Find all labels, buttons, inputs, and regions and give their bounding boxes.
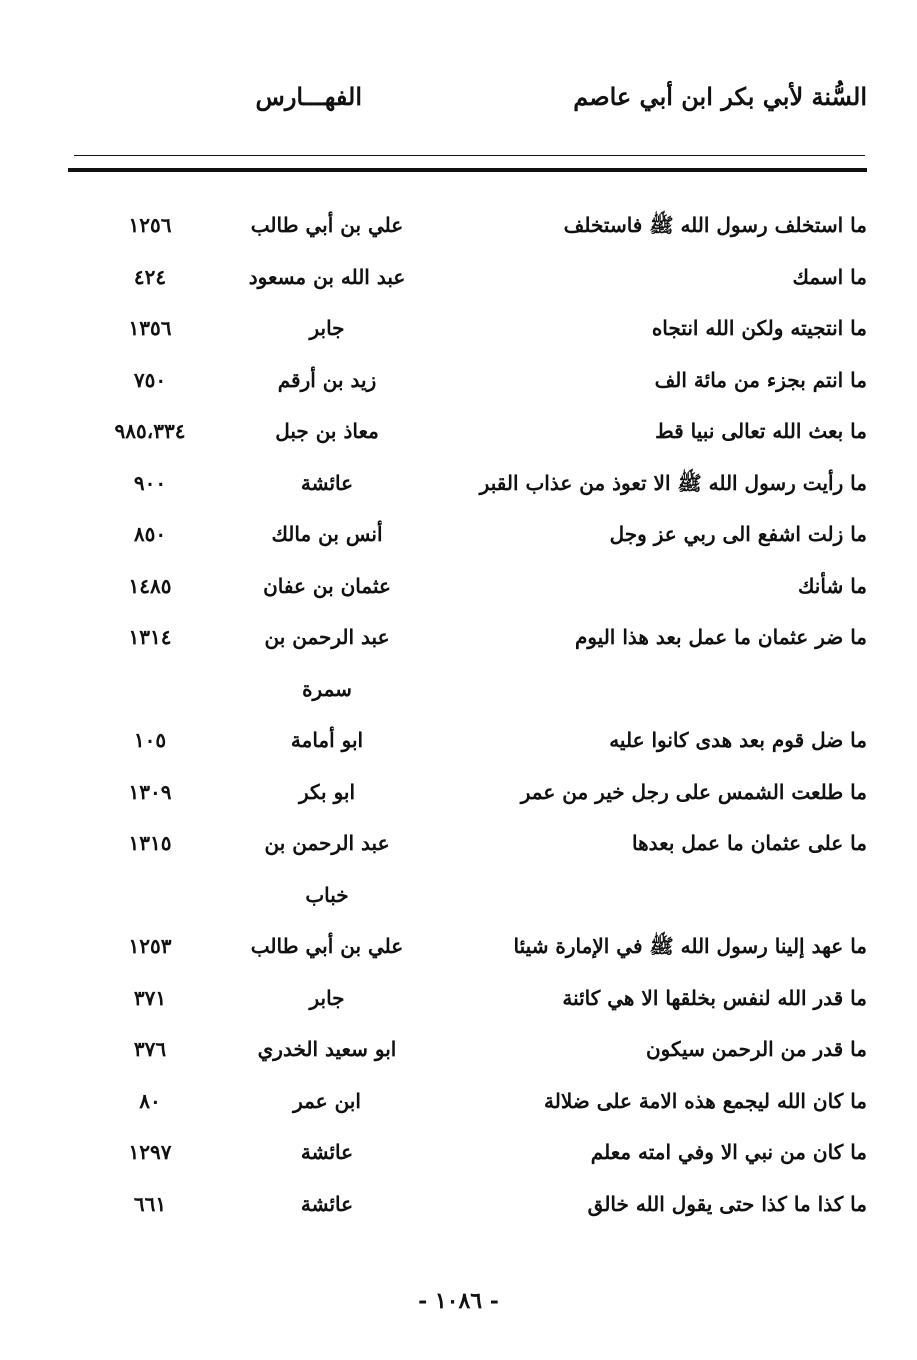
hadith-text: ما كذا ما كذا حتى يقول الله خالق [587,1191,867,1216]
index-row [60,978,867,1030]
index-row [60,720,867,772]
index-row [60,411,867,463]
hadith-text: ما ضر عثمان ما عمل بعد هذا اليوم [574,625,867,649]
section-title: الفهـــارس [255,82,362,111]
hadith-text: ما قدر الله لنفس بخلقها الا هي كائنة [562,985,867,1010]
hadith-number: ٦٦١ [133,1191,167,1216]
index-row [60,772,867,824]
hadith-number: ١٣٥٦ [128,316,172,340]
hadith-text: ما استخلف رسول الله ﷺ فاستخلف [563,213,867,237]
hadith-number: ١٣١٤ [128,625,172,649]
narrator: ابن عمر [293,1088,361,1113]
hadith-number: ١٣١٥ [128,831,172,855]
narrator: ابو سعيد الخدري [257,1037,397,1061]
index-row [60,617,867,669]
hadith-text: ما رأيت رسول الله ﷺ الا تعوذ من عذاب القبر [479,470,867,495]
hadith-number: ١٤٨٥ [128,573,172,598]
index-row [60,1132,867,1184]
narrator: عائشة [300,1140,354,1164]
index-row [60,566,867,618]
hadith-text: ما عهد إلينا رسول الله ﷺ في الإمارة شيئا [513,934,867,958]
hadith-number: ٩٨٥،٣٣٤ [114,419,186,443]
narrator: عبد الرحمن بن [264,625,390,649]
hadith-text: ما كان الله ليجمع هذه الامة على ضلالة [544,1088,867,1113]
narrator: عثمان بن عفان [263,573,391,598]
hadith-text: ما انتجيته ولكن الله انتجاه [651,316,867,340]
book-title: السُّنة لأبي بكر ابن أبي عاصم [573,82,867,111]
page-number: - ١٠٨٦ - [418,1288,499,1314]
hadith-number: ٩٠٠ [133,470,167,495]
narrator: علي بن أبي طالب [250,213,404,237]
narrator: معاذ بن جبل [275,419,379,443]
hadith-number: ١٣٠٩ [128,779,172,804]
narrator: علي بن أبي طالب [250,934,404,958]
hadith-text: ما قدر من الرحمن سيكون [645,1037,867,1061]
narrator: جابر [309,985,345,1010]
narrator: أنس بن مالك [271,522,383,546]
hadith-number: ٨٥٠ [133,522,167,546]
hadith-text: ما شأنك [797,573,867,598]
narrator: ابو أمامة [290,728,364,752]
hadith-number: ٨٠ [139,1088,161,1113]
index-row [60,1029,867,1081]
narrator: خباب [305,882,349,907]
page-header [60,82,867,132]
hadith-text: ما طلعت الشمس على رجل خير من عمر [520,779,867,804]
index-row-continuation [60,875,867,927]
hadith-number: ١٢٥٦ [128,213,172,237]
narrator: عائشة [300,470,354,495]
index-row [60,1184,867,1236]
index-row [60,823,867,875]
index-row [60,205,867,257]
header-rule-thin [74,155,865,156]
index-row [60,514,867,566]
index-row [60,257,867,309]
index-row [60,308,867,360]
index-row [60,926,867,978]
hadith-number: ١٢٥٣ [128,934,172,958]
index-row [60,1081,867,1133]
narrator: عبد الرحمن بن [264,831,390,855]
hadith-text: ما ضل قوم بعد هدى كانوا عليه [609,728,867,752]
index-row [60,463,867,515]
hadith-text: ما اسمك [792,264,867,289]
hadith-text: ما انتم بجزء من مائة الف [654,367,867,392]
narrator: سمرة [302,676,352,701]
header-rule-thick [68,168,867,172]
hadith-number: ٤٢٤ [133,264,167,289]
narrator: ابو بكر [298,779,356,804]
hadith-number: ٧٥٠ [133,367,167,392]
hadith-number: ٣٧٦ [133,1037,167,1061]
narrator: زيد بن أرقم [277,367,377,392]
index-row-continuation [60,669,867,721]
narrator: عبد الله بن مسعود [248,264,406,289]
hadith-text: ما بعث الله تعالى نبيا قط [655,419,867,443]
hadith-text: ما كان من نبي الا وفي امته معلم [590,1140,867,1164]
hadith-number: ١٢٩٧ [128,1140,172,1164]
narrator: جابر [309,316,345,340]
narrator: عائشة [300,1191,354,1216]
hadith-text: ما زلت اشفع الى ربي عز وجل [609,522,867,546]
hadith-number: ٣٧١ [133,985,167,1010]
index-row [60,360,867,412]
hadith-number: ١٠٥ [133,728,167,752]
index-table [60,205,867,1235]
hadith-text: ما على عثمان ما عمل بعدها [632,831,867,855]
